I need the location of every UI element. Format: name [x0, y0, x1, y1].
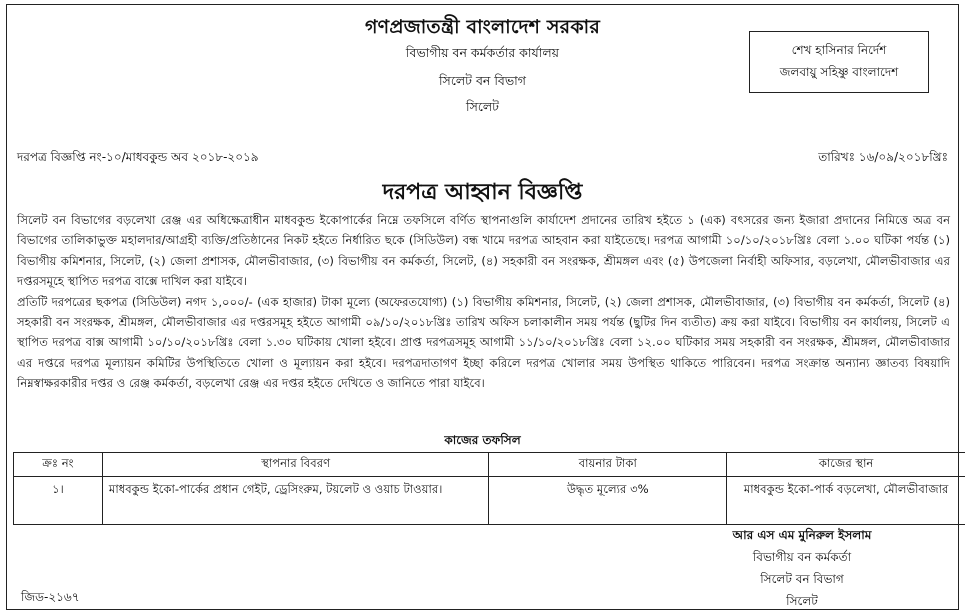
government-heading: গণপ্রজাতন্ত্রী বাংলাদেশ সরকার [365, 16, 600, 38]
division-name: সিলেট বন বিভাগ [438, 73, 526, 88]
table-caption: কাজের তফসিল [444, 433, 521, 447]
cell-location: মাধবকুন্ড ইকো-পার্ক বড়লেখা, মৌলভীবাজার [727, 477, 965, 525]
notice-date: তারিখঃ ১৬/০৯/২০১৮খ্রিঃ [818, 150, 948, 164]
notice-body [17, 210, 950, 394]
district-name: সিলেট [466, 99, 499, 114]
header-earnest-money: বায়নার টাকা [489, 453, 727, 477]
office-name: বিভাগীয় বন কর্মকর্তার কার্যালয় [405, 45, 560, 60]
slogan-line-1: শেখ হাসিনার নির্দেশ [791, 43, 887, 57]
table-row [14, 477, 965, 525]
tender-notice [6, 4, 959, 610]
notice-number: দরপত্র বিজ্ঞপ্তি নং-১০/মাধবকুন্ড অব ২০১৮-২০১৯ [17, 150, 259, 164]
slogan-box [749, 31, 929, 93]
slogan-line-2: জলবায়ু সহিষ্ণু বাংলাদেশ [779, 65, 899, 79]
cell-earnest-money: উদ্ধৃত মূল্যের ৩% [489, 477, 727, 525]
header-location: কাজের স্থান [727, 453, 965, 477]
header-description: স্থাপনার বিবরণ [102, 453, 489, 477]
body-paragraph-2: প্রতিটি দরপত্রের ছকপত্র (সিডিউল) নগদ ১,০০০/- (এক হাজার) টাকা মূল্যে (অফেরতযোগ্য) (১) বিভাগীয় কমিশনার, সিলেট, (২) জেলা প্রশাসক, মৌলভীবাজার, (৩) বিভাগীয় বন কর্মকর্তা, সিলেট (৪) সহকারী বন সংরক্ষক, শ্রীমঙ্গল, মৌলভীবাজার এর দপ্তরসমূহ হইতে আগামী ০৯/১০/২০১৮খ্রিঃ তারিখ অফিস চলাকালীন সময় পর্যন্ত (ছুটির দিন ব্যতীত) ক্রয় করা যাইবে। বিভাগীয় বন কার্যালয়, সিলেট এ স্থাপিত দরপত্র বাক্স আগামী ১০/১০/২০১৮খ্রিঃ বেলা ১.৩০ ঘটিকায় খোলা হইবে। প্রাপ্ত দরপত্রসমূহ আগামী ১১/১০/২০১৮খ্রিঃ বেলা ১২.০০ ঘটিকার সময় সহকারী বন সংরক্ষক, শ্রীমঙ্গল, মৌলভীবাজার এর দপ্তরে দরপত্র মূল্যায়ন কমিটির উপস্থিতিতে খোলা ও মূল্যায়ন করা হইবে। দরপত্রদাতাগণ ইচ্ছা করিলে দরপত্র খোলার সময় উপস্থিত থাকিতে পারিবেন। দরপত্র সংক্রান্ত অন্যান্য জ্ঞাতব্য বিষয়াদি নিম্নস্বাক্ষরকারীর দপ্তর ও রেঞ্জ কর্মকর্তা, বড়লেখা রেঞ্জ এর দপ্তর হইতে দেখিতে ও জানিতে পারা যাইবে। [17, 294, 950, 391]
gd-number: জিড-২১৬৭ [21, 590, 80, 604]
signatory-designation: বিভাগীয় বন কর্মকর্তা [752, 550, 852, 564]
table-header-row [14, 453, 965, 477]
cell-serial: ১। [14, 477, 103, 525]
header-serial: ক্রঃ নং [14, 453, 103, 477]
notice-title: দরপত্র আহ্বান বিজ্ঞপ্তি [382, 180, 583, 205]
signatory-place: সিলেট [786, 594, 818, 608]
signatory-name: আর এস এম মুনিরুল ইসলাম [732, 528, 872, 542]
cell-description: মাধবকুন্ড ইকো-পার্কের প্রধান গেইট, ড্রেসিংরুম, টয়লেট ও ওয়াচ টাওয়ার। [102, 477, 489, 525]
signature-block [697, 524, 907, 612]
signatory-division: সিলেট বন বিভাগ [760, 572, 844, 586]
body-paragraph-1: সিলেট বন বিভাগের বড়লেখা রেঞ্জ এর অধিক্ষেত্রাধীন মাধবকুন্ড ইকোপার্কের নিম্নে তফসিলে বর্ণিত স্থাপনাগুলি কার্যাদেশ প্রদানের তারিখ হইতে ১ (এক) বৎসরের জন্য ইজারা প্রদানের নিমিত্তে অত্র বন বিভাগের তালিকাভুক্ত মহালদার/আগ্রহী ব্যক্তি/প্রতিষ্ঠানের নিকট হইতে নির্ধারিত ছকে (সিডিউল) বন্ধ খামে দরপত্র আহবান করা যাইতেছে। দরপত্র আগামী ১০/১০/২০১৮খ্রিঃ বেলা ১.০০ ঘটিকা পর্যন্ত (১) বিভাগীয় কমিশনার, সিলেট, (২) জেলা প্রশাসক, মৌলভীবাজার, (৩) বিভাগীয় বন কর্মকর্তা, সিলেট, (৪) সহকারী বন সংরক্ষক, শ্রীমঙ্গল এবং (৫) উপজেলা নির্বাহী অফিসার, বড়লেখা, মৌলভীবাজার এর দপ্তরসমূহে স্থাপিত দরপত্র বাক্সে দাখিল করা যাইবে। [17, 213, 950, 289]
work-schedule-table [13, 452, 965, 525]
